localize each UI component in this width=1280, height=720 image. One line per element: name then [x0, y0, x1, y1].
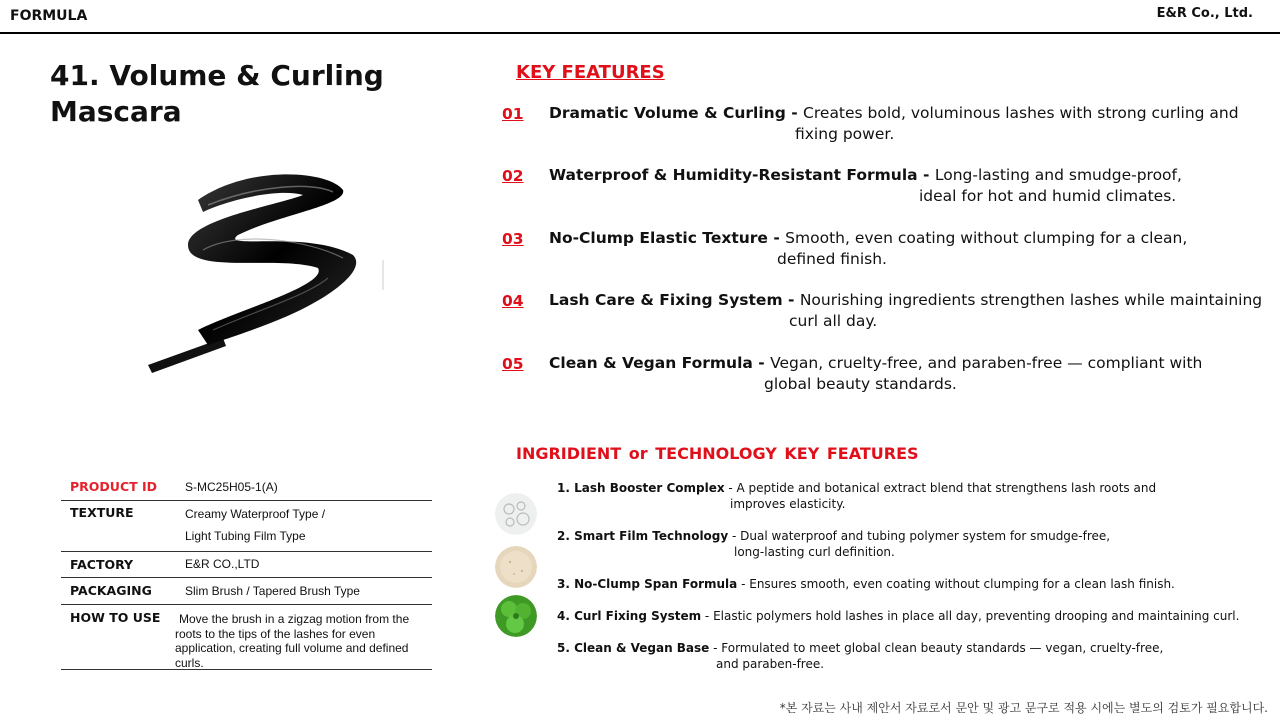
spec-row-product-id — [61, 476, 432, 501]
key-feature-item — [500, 103, 1270, 147]
key-feature-item — [500, 165, 1270, 209]
key-feature-number: 05 — [502, 355, 524, 373]
ingredient-name: 1. Lash Booster Complex — [557, 481, 725, 495]
key-feature-text — [549, 290, 1262, 332]
ingredient-desc: - Elastic polymers hold lashes in place all day, preventing drooping and maintaining curl. — [701, 609, 1240, 623]
ingredient-item — [557, 576, 1175, 592]
mascara-swatch-image — [128, 160, 388, 390]
ingredient-section-title: INGRIDIENT or TECHNOLOGY KEY FEATURES — [516, 444, 919, 463]
spec-table — [61, 476, 432, 670]
key-feature-desc: Smooth, even coating without clumping for a clean, — [785, 229, 1188, 247]
key-feature-text — [549, 353, 1202, 395]
spec-row-packaging — [61, 578, 432, 605]
spec-label: PRODUCT ID — [70, 479, 158, 494]
bubble-ingredient-image — [495, 493, 537, 535]
company-name: E&R Co., Ltd. — [1156, 6, 1253, 21]
spec-row-factory — [61, 552, 432, 578]
spec-value: E&R CO.,LTD — [185, 557, 260, 571]
ingredient-name: 5. Clean & Vegan Base — [557, 641, 710, 655]
leaf-ingredient-image — [495, 595, 537, 637]
ingredient-desc-line2: and paraben-free. — [716, 657, 825, 671]
ingredient-name: 4. Curl Fixing System — [557, 609, 702, 623]
key-feature-text — [549, 228, 1187, 270]
key-feature-item — [500, 290, 1270, 334]
spec-value: S-MC25H05-1(A) — [185, 480, 278, 494]
key-feature-desc: Vegan, cruelty-free, and paraben-free — compliant with — [770, 354, 1203, 372]
key-feature-name: Waterproof & Humidity-Resistant Formula - — [549, 166, 935, 184]
ingredient-desc-line2: long-lasting curl definition. — [734, 545, 895, 559]
spec-value-line: roots to the tips of the lashes for even — [175, 626, 376, 641]
ingredient-item — [557, 480, 1156, 512]
key-feature-item — [500, 353, 1270, 397]
ingredient-item — [557, 528, 1110, 560]
page-title-line1: 41. Volume & Curling — [50, 59, 384, 92]
disclaimer-footnote: *본 자료는 사내 제안서 자료로서 문안 및 광고 문구로 적용 시에는 별도의 검토가 필요합니다. — [779, 701, 1268, 715]
key-feature-desc: Nourishing ingredients strengthen lashes while maintaining — [799, 291, 1263, 309]
ingredient-desc: - A peptide and botanical extract blend that strengthens lash roots and — [724, 481, 1157, 495]
key-feature-desc: Long-lasting and smudge-proof, — [934, 166, 1182, 184]
key-feature-desc-line2: fixing power. — [795, 125, 895, 143]
key-feature-number: 03 — [502, 230, 524, 248]
spec-label: PACKAGING — [70, 583, 152, 598]
key-feature-desc: Creates bold, voluminous lashes with strong curling and — [803, 104, 1239, 122]
ingredient-desc-line2: improves elasticity. — [730, 497, 846, 511]
key-feature-name: No-Clump Elastic Texture - — [549, 229, 786, 247]
key-feature-text — [549, 103, 1239, 145]
powder-ingredient-image — [495, 546, 537, 588]
spec-label: FACTORY — [70, 557, 134, 572]
spec-label: HOW TO USE — [70, 610, 161, 625]
ingredient-name: 2. Smart Film Technology — [557, 529, 729, 543]
spec-value — [175, 605, 432, 669]
key-feature-number: 01 — [502, 105, 524, 123]
section-label: FORMULA — [10, 8, 88, 24]
header-divider — [0, 32, 1280, 34]
spec-value — [185, 501, 432, 551]
ingredient-name: 3. No-Clump Span Formula — [557, 577, 738, 591]
ingredient-desc: - Ensures smooth, even coating without clumping for a clean lash finish. — [737, 577, 1175, 591]
spec-value-line: Light Tubing Film Type — [185, 529, 306, 543]
ingredient-desc: - Formulated to meet global clean beauty standards — vegan, cruelty-free, — [709, 641, 1164, 655]
spec-row-texture — [61, 501, 432, 552]
spec-value-line: Move the brush in a zigzag motion from the — [179, 612, 410, 626]
spec-label: TEXTURE — [70, 505, 134, 520]
key-feature-name: Dramatic Volume & Curling - — [549, 104, 804, 122]
key-feature-number: 04 — [502, 292, 524, 310]
ingredient-item — [557, 640, 1163, 672]
key-features-title: KEY FEATURES — [516, 62, 665, 83]
key-feature-name: Clean & Vegan Formula - — [549, 354, 771, 372]
page-title — [50, 58, 430, 130]
spec-value: Slim Brush / Tapered Brush Type — [185, 584, 360, 598]
ingredient-desc: - Dual waterproof and tubing polymer system for smudge-free, — [728, 529, 1111, 543]
key-feature-number: 02 — [502, 167, 524, 185]
spec-value-line: application, creating full volume and defined — [175, 641, 409, 655]
spec-value-line: curls. — [175, 655, 204, 670]
key-feature-name: Lash Care & Fixing System - — [549, 291, 800, 309]
key-feature-text — [549, 165, 1182, 207]
page-title-line2: Mascara — [50, 95, 182, 128]
spec-value-line: Creamy Waterproof Type / — [185, 507, 326, 521]
key-feature-desc-line2: ideal for hot and humid climates. — [919, 187, 1177, 205]
ingredient-item — [557, 608, 1239, 624]
key-feature-desc-line2: defined finish. — [777, 250, 887, 268]
spec-row-how-to-use — [61, 605, 432, 670]
key-feature-item — [500, 228, 1270, 272]
key-feature-desc-line2: global beauty standards. — [764, 375, 957, 393]
key-feature-desc-line2: curl all day. — [789, 312, 878, 330]
